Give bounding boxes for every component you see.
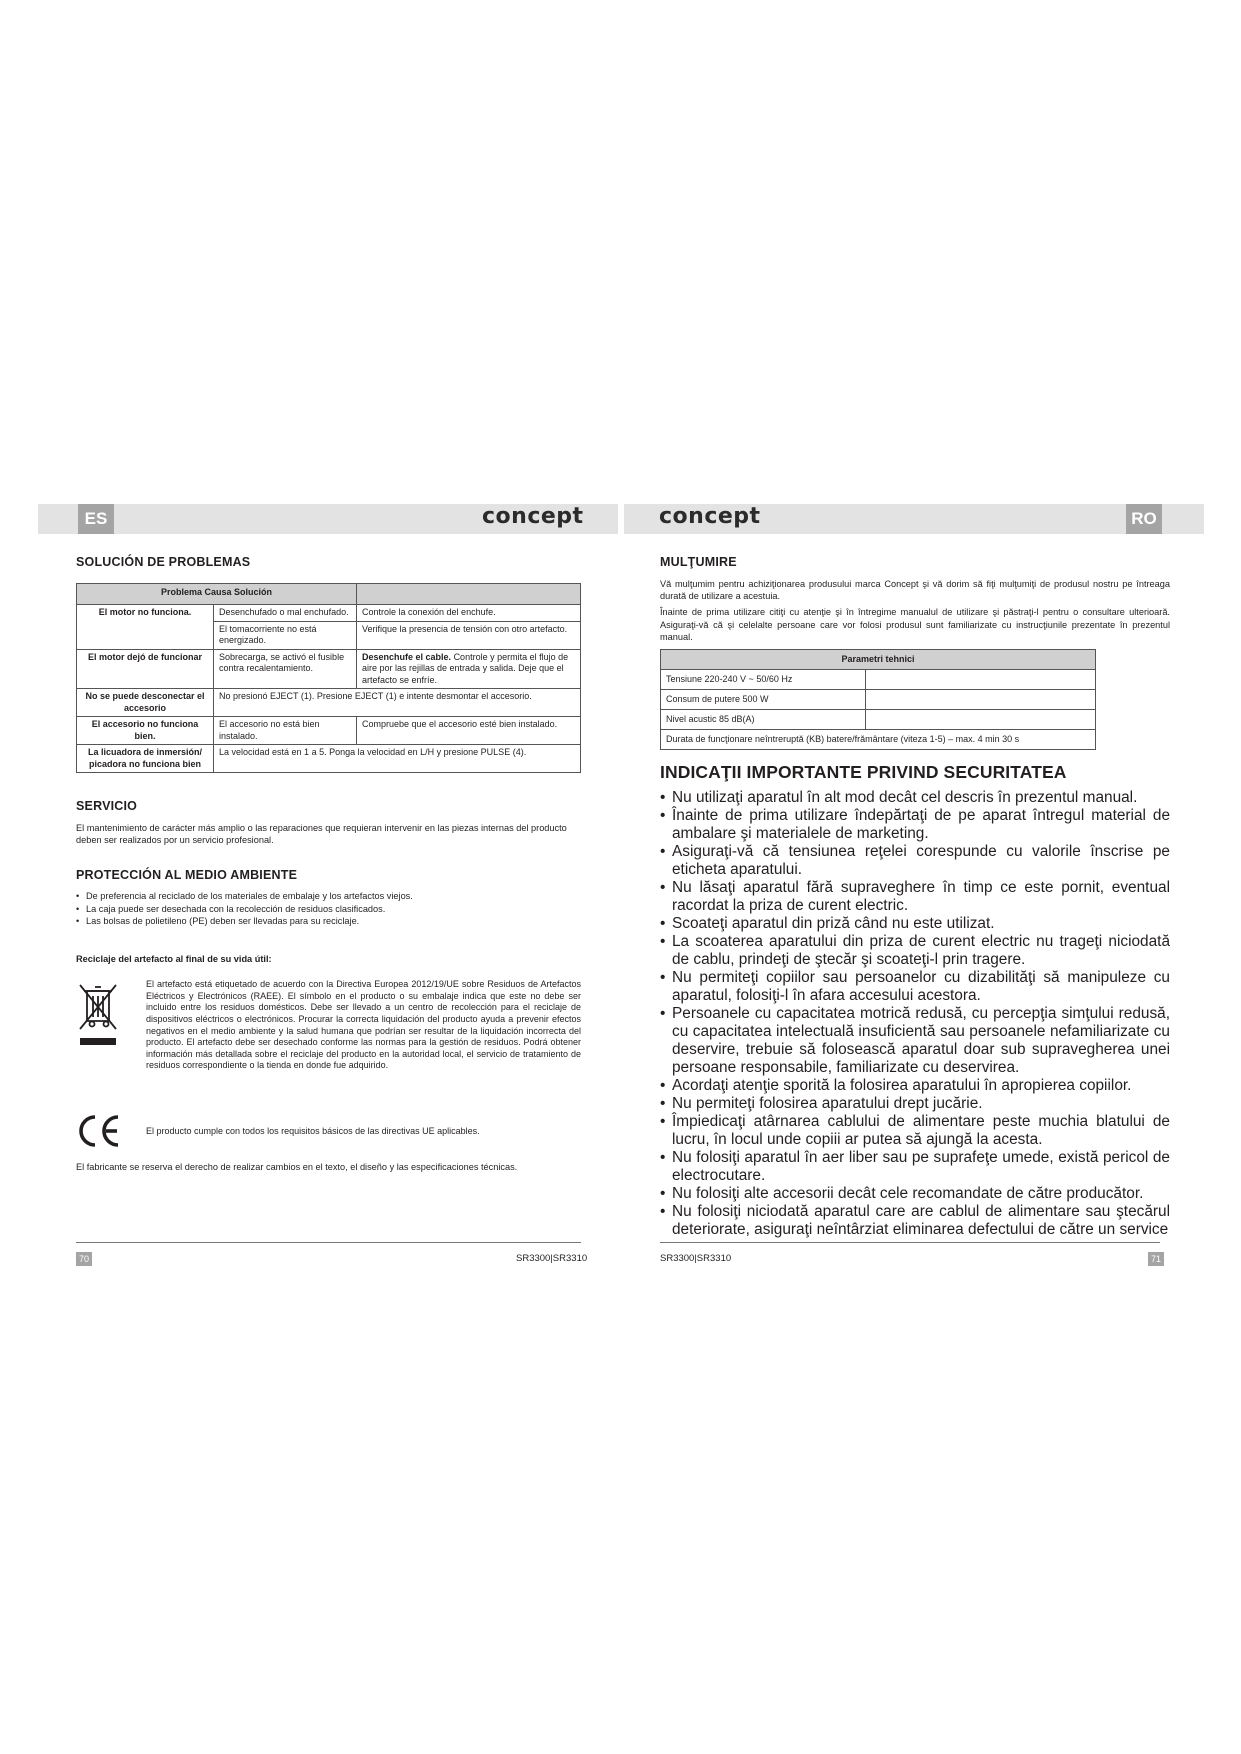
table-row xyxy=(77,745,581,773)
model-number-right: SR3300|SR3310 xyxy=(660,1253,732,1264)
list-item: • Las bolsas de polietileno (PE) deben ser llevadas para su reciclaje. xyxy=(76,915,581,927)
page-number-right: 71 xyxy=(1148,1252,1164,1266)
list-item: • Scoateţi aparatul din priză când nu este utilizat. xyxy=(660,915,1170,933)
cause-solution-cell: No presionó EJECT (1). Presione EJECT (1) e intente desmontar el accesorio. xyxy=(214,689,581,717)
list-item: • Nu permiteţi folosirea aparatului drept jucărie. xyxy=(660,1095,1170,1113)
list-item: • De preferencia al reciclado de los materiales de embalaje y los artefactos viejos. xyxy=(76,890,581,902)
page-es xyxy=(76,555,581,1173)
thanks-paragraph-2: Înainte de prima utilizare citiţi cu atenţie şi în întregime manualul de utilizare şi păstraţi-l pentru o consultare ulterioară. Asiguraţi-vă că şi celelalte persoane care vor folosi produsul sunt familiarizate cu instrucţiunile prezentate în prezentul manual. xyxy=(660,607,1170,642)
table-row xyxy=(661,690,1096,710)
cause-solution-cell: La velocidad está en 1 a 5. Ponga la velocidad en L/H y presione PULSE (4). xyxy=(214,745,581,773)
solution-bold-text: Desenchufe el cable. xyxy=(362,651,452,662)
param-empty-cell xyxy=(866,710,1096,730)
solution-cell: Controle la conexión del enchufe. xyxy=(357,605,581,622)
thanks-paragraph-1: Vă mulţumim pentru achiziţionarea produsului marca Concept şi vă dorim să fiţi mulţumiţi de produsul nostru pe întreaga durată de utilizare a acestuia. xyxy=(660,579,1170,602)
list-item: • Înainte de prima utilizare îndepărtaţi de pe aparat întregul material de ambalare şi materialele de marketing. xyxy=(660,807,1170,843)
ce-block xyxy=(76,1113,581,1157)
solution-text: Controle y permita el flujo de aire por las rejillas de entrada y salida. Deje que el artefacto se enfríe. xyxy=(362,651,569,685)
problem-cell: El accesorio no funciona bien. xyxy=(77,717,214,745)
recycle-title: Reciclaje del artefacto al final de su vida útil: xyxy=(76,954,272,965)
page-number-left: 70 xyxy=(76,1252,92,1266)
troubleshooting-title: SOLUCIÓN DE PROBLEMAS xyxy=(76,555,251,569)
table-row xyxy=(77,649,581,689)
list-item: • Nu folosiţi aparatul în aer liber sau pe suprafeţe umede, există pericol de electrocutare. xyxy=(660,1149,1170,1185)
technical-parameters-table xyxy=(660,649,1096,750)
param-cell: Nivel acustic 85 dB(A) xyxy=(661,710,866,730)
problem-cell: El motor no funciona. xyxy=(77,605,214,650)
brand-logo-left: concept xyxy=(482,504,584,529)
list-item: • La scoaterea aparatului din priza de curent electric nu trageţi niciodată de cablu, prindeţi de ştecăr şi scoateţi-l prin tragere. xyxy=(660,933,1170,969)
safety-list xyxy=(660,789,1170,1239)
manufacturer-note: El fabricante se reserva el derecho de realizar cambios en el texto, el diseño y las especificaciones técnicas. xyxy=(76,1162,518,1173)
list-item: • Nu utilizaţi aparatul în alt mod decât cel descris în prezentul manual. xyxy=(660,789,1170,807)
safety-title: INDICAŢII IMPORTANTE PRIVIND SECURITATEA xyxy=(660,762,1067,783)
params-header: Parametri tehnici xyxy=(661,650,1096,670)
problem-cell: La licuadora de inmersión/ picadora no funciona bien xyxy=(77,745,214,773)
environment-title: PROTECCIÓN AL MEDIO AMBIENTE xyxy=(76,868,298,883)
footer-divider-left xyxy=(76,1242,581,1243)
cause-cell: El tomacorriente no está energizado. xyxy=(214,621,357,649)
table-header-row xyxy=(661,650,1096,670)
cause-cell: Sobrecarga, se activó el fusible contra recalentamiento. xyxy=(214,649,357,689)
solution-cell: Compruebe que el accesorio esté bien instalado. xyxy=(357,717,581,745)
list-item: • Acordaţi atenţie sporită la folosirea aparatului în apropierea copiilor. xyxy=(660,1077,1170,1095)
cause-cell: El accesorio no está bien instalado. xyxy=(214,717,357,745)
brand-logo-right: concept xyxy=(659,504,761,529)
table-row xyxy=(77,717,581,745)
footer-divider-right xyxy=(660,1242,1160,1243)
list-item: • Asiguraţi-vă că tensiunea reţelei corespunde cu valorile înscrise pe eticheta aparatului. xyxy=(660,843,1170,879)
problem-cell: El motor dejó de funcionar xyxy=(77,649,214,689)
problem-cell: No se puede desconectar el accesorio xyxy=(77,689,214,717)
list-item: • Persoanele cu capacitatea motrică redusă, cu percepţia simţului redusă, cu capacitatea intelectuală insuficientă sau persoanele nefamiliarizate cu deservire, trebuie să folosească aparatul doar sub supravegherea unei persoane responsabile, familiarizate cu deservirea. xyxy=(660,1005,1170,1077)
crossed-out-wheelie-bin-icon xyxy=(76,981,120,1051)
model-number-left: SR3300|SR3310 xyxy=(516,1253,588,1264)
param-empty-cell xyxy=(866,670,1096,690)
solution-cell: Verifique la presencia de tensión con otro artefacto. xyxy=(357,621,581,649)
list-item: • Împiedicaţi atârnarea cablului de alimentare peste muchia blatului de lucru, în locul unde copiii ar putea să ajungă la acesta. xyxy=(660,1113,1170,1149)
ce-mark-icon xyxy=(76,1113,122,1149)
thanks-title: MULŢUMIRE xyxy=(660,555,737,569)
table-header-cell: Problema Causa Solución xyxy=(77,584,357,605)
list-item: • La caja puede ser desechada con la recolección de residuos clasificados. xyxy=(76,903,581,915)
param-cell: Consum de putere 500 W xyxy=(661,690,866,710)
ce-text: El producto cumple con todos los requisitos básicos de las directivas UE aplicables. xyxy=(146,1126,480,1137)
param-cell: Durata de funcţionare neîntreruptă (KB) batere/frământare (viteza 1-5) – max. 4 min 30 s xyxy=(661,730,1096,750)
table-row xyxy=(661,710,1096,730)
table-row xyxy=(77,605,581,622)
list-item: • Nu folosiţi niciodată aparatul care are cablul de alimentare sau ştecărul deteriorate, asiguraţi neîntârziat eliminarea defectului de către un service xyxy=(660,1203,1170,1239)
troubleshooting-table xyxy=(76,583,581,773)
list-item: • Nu lăsaţi aparatul fără supraveghere în timp ce este pornit, eventual racordat la priza de curent electric. xyxy=(660,879,1170,915)
table-header-empty-cell xyxy=(357,584,581,605)
table-header-row xyxy=(77,584,581,605)
param-cell: Tensiune 220-240 V ~ 50/60 Hz xyxy=(661,670,866,690)
table-row xyxy=(661,670,1096,690)
environment-list xyxy=(76,890,581,927)
page-ro xyxy=(660,555,1170,1239)
list-item: • Nu permiteţi copiilor sau persoanelor cu dizabilităţi să manipuleze cu aparatul, folosiţi-l în afara accesului acestora. xyxy=(660,969,1170,1005)
list-item: • Nu folosiţi alte accesorii decât cele recomandate de către producător. xyxy=(660,1185,1170,1203)
solution-cell xyxy=(357,649,581,689)
cause-cell: Desenchufado o mal enchufado. xyxy=(214,605,357,622)
table-row xyxy=(77,689,581,717)
language-tab-ro: RO xyxy=(1126,504,1162,534)
table-row xyxy=(661,730,1096,750)
recycle-text: El artefacto está etiquetado de acuerdo con la Directiva Europea 2012/19/UE sobre Residuos de Artefactos Eléctricos y Electrónicos (RAEE). El símbolo en el producto o su embalaje indica que este no debe ser incluido entre los residuos domésticos. Debe ser llevado a un centro de recolección para el reciclaje de dispositivos eléctricos o electrónicos. Procurar la correcta liquidación del producto ayuda a prevenir efectos negativos en el medio ambiente y la salud humana que podrían ser resultar de la liquidación incorrecta del producto. El artefacto debe ser desechado conforme las normas para la gestión de residuos. Podrá obtener información más detallada sobre el reciclaje del producto en la autoridad local, el servicio de tratamiento de residuos correspondiente o la tienda en donde fue adquirido. xyxy=(146,979,581,1071)
service-text: El mantenimiento de carácter más amplio o las reparaciones que requieran intervenir en las piezas internas del producto deben ser realizados por un servicio profesional. xyxy=(76,823,567,846)
param-empty-cell xyxy=(866,690,1096,710)
service-title: SERVICIO xyxy=(76,799,138,813)
language-tab-es: ES xyxy=(78,504,114,534)
weee-block xyxy=(76,979,581,1109)
